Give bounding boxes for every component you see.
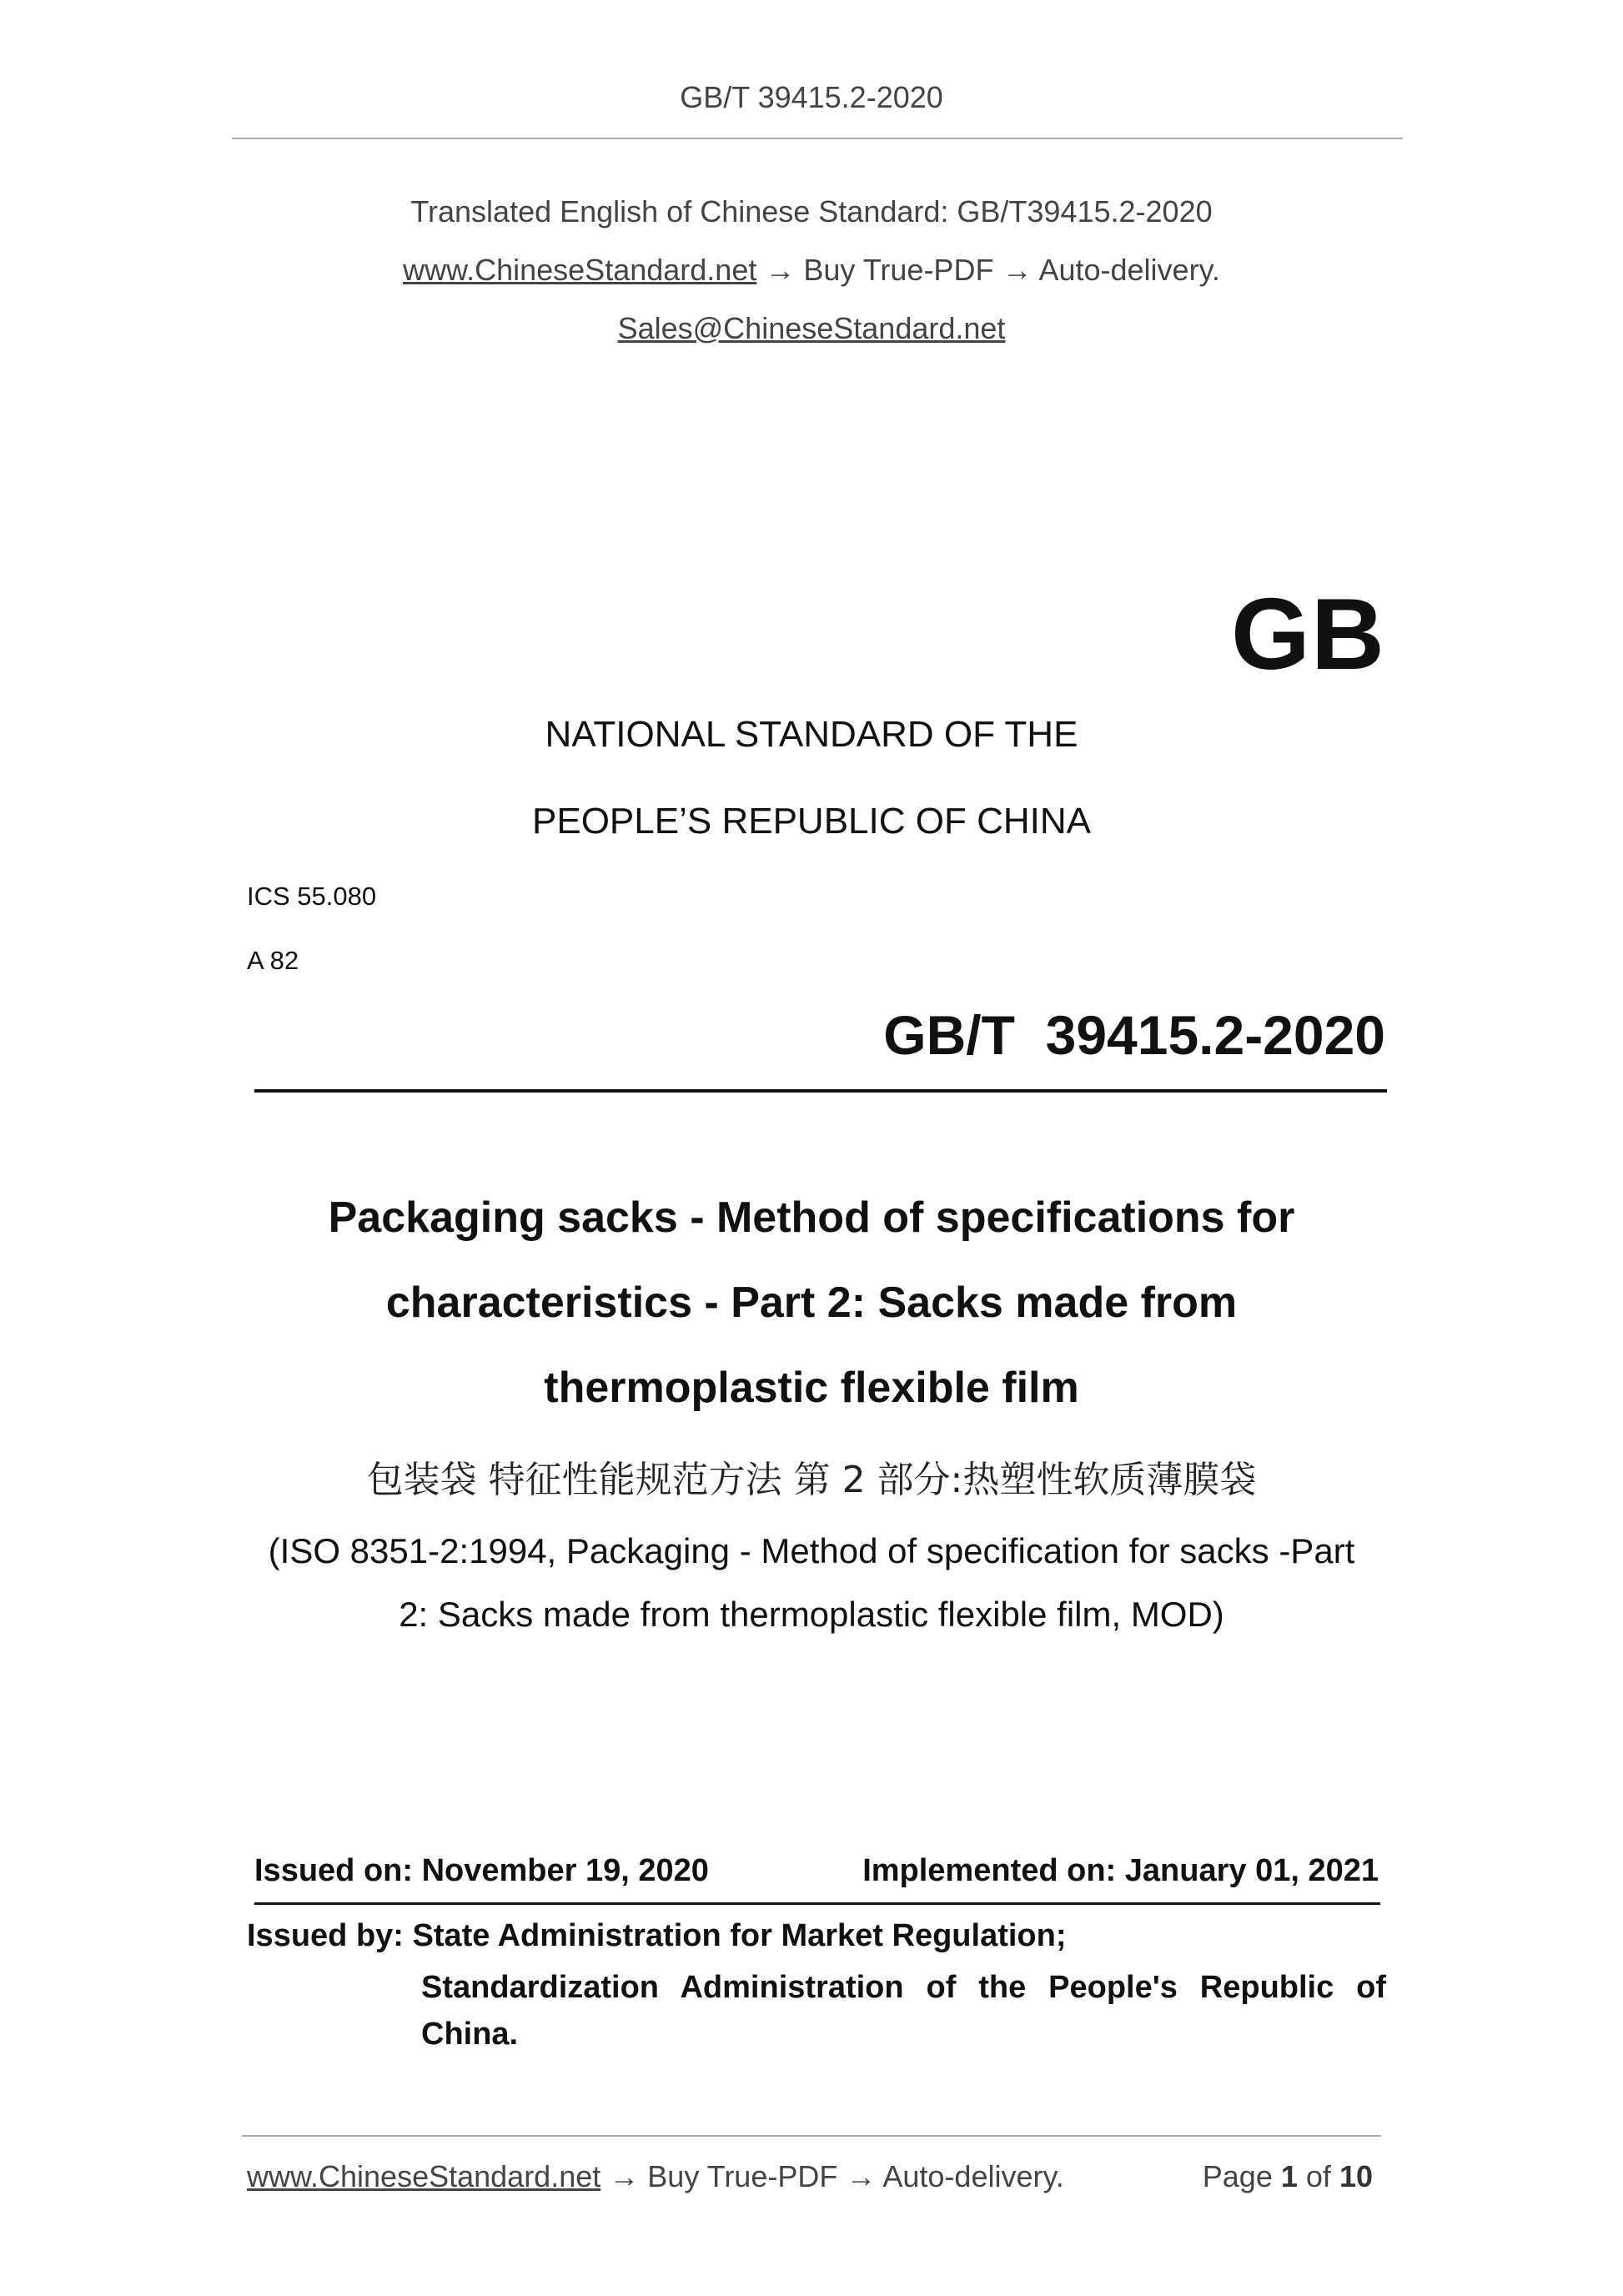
header-divider: [232, 138, 1403, 139]
iso-reference-line1: (ISO 8351-2:1994, Packaging - Method of specification for sacks -Part: [268, 1531, 1355, 1570]
page-total: 10: [1339, 2159, 1373, 2193]
page-number: 1: [1280, 2159, 1298, 2193]
footer-buy-step: Buy True-PDF: [647, 2159, 838, 2193]
delivery-step: Auto-delivery.: [1038, 253, 1220, 287]
arrow-right-icon: →: [846, 2159, 877, 2193]
sales-email-link[interactable]: Sales@ChineseStandard.net: [617, 311, 1006, 345]
arrow-right-icon: →: [609, 2159, 640, 2193]
national-standard-line2: PEOPLE’S REPUBLIC OF CHINA: [532, 801, 1091, 842]
chinese-title: 包装袋 特征性能规范方法 第 2 部分:热塑性软质薄膜袋: [366, 1459, 1257, 1501]
issue-divider: [254, 1902, 1380, 1905]
buy-step: Buy True-PDF: [803, 253, 994, 287]
gb-mark: GB: [1231, 577, 1385, 691]
ccs-code: A 82: [247, 946, 299, 975]
site-link[interactable]: www.ChineseStandard.net: [403, 253, 757, 287]
title-divider: [254, 1089, 1387, 1093]
ics-code: ICS 55.080: [247, 882, 377, 911]
title-line3: thermoplastic flexible film: [544, 1364, 1079, 1412]
footer-divider: [242, 2135, 1381, 2137]
page-word: Page: [1202, 2159, 1273, 2193]
page-indicator: [1203, 2159, 1373, 2194]
iso-reference-line2: 2: Sacks made from thermoplastic flexible film, MOD): [399, 1595, 1224, 1634]
translation-note: Translated English of Chinese Standard: GB/T39415.2-2020: [410, 194, 1213, 229]
footer-buy-line: [247, 2159, 1064, 2194]
title-line2: characteristics - Part 2: Sacks made from: [385, 1279, 1238, 1327]
issued-on-date: Issued on: November 19, 2020: [254, 1853, 709, 1888]
implemented-on-date: Implemented on: January 01, 2021: [862, 1853, 1379, 1888]
footer-delivery-step: Auto-delivery.: [882, 2159, 1064, 2193]
of-word: of: [1305, 2159, 1331, 2193]
issued-by-line2: Standardization Administration of the People's Republic of: [421, 1970, 1386, 2005]
sales-line: [0, 311, 1623, 346]
issued-by-line3: China.: [421, 2017, 519, 2052]
issued-by-line1: Issued by: State Administration for Market Regulation;: [247, 1918, 1067, 1953]
buy-line: [0, 253, 1623, 288]
footer-site-link[interactable]: www.ChineseStandard.net: [247, 2159, 601, 2193]
national-standard-line1: NATIONAL STANDARD OF THE: [545, 714, 1078, 755]
arrow-right-icon: →: [1002, 253, 1033, 287]
title-line1: Packaging sacks - Method of specifications for: [328, 1193, 1295, 1242]
running-head: GB/T 39415.2-2020: [680, 80, 943, 114]
arrow-right-icon: →: [765, 253, 796, 287]
standard-number: GB/T 39415.2-2020: [883, 1004, 1385, 1066]
